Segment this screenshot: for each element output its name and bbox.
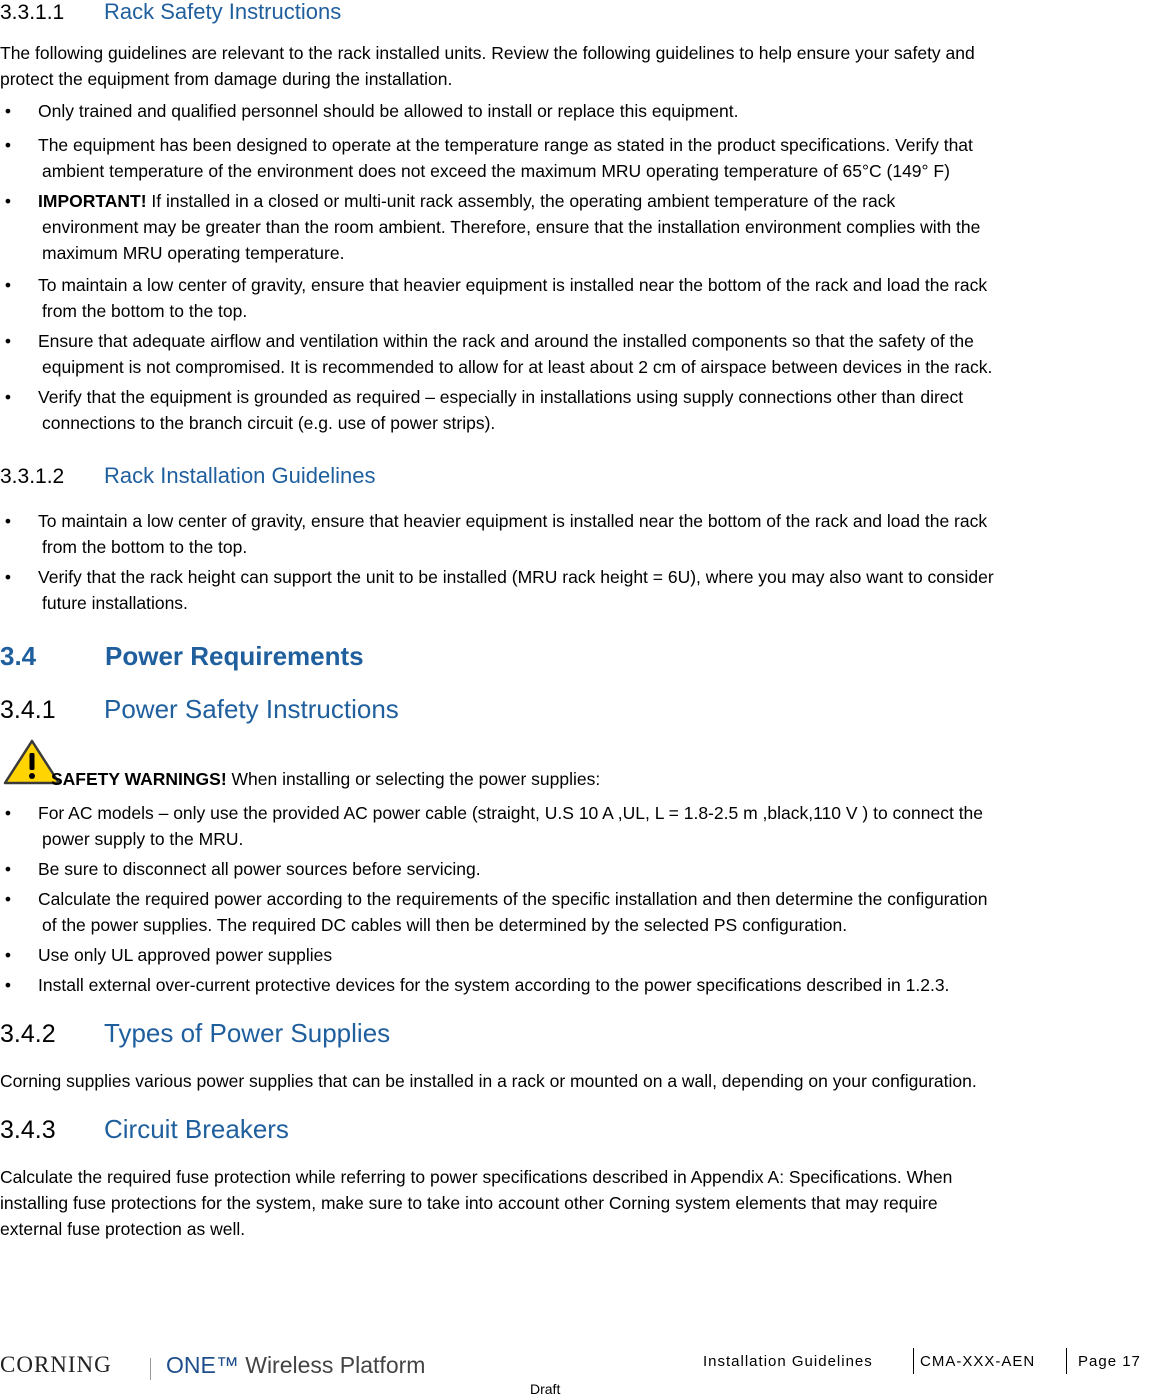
- bullet-marker: •: [4, 101, 12, 121]
- list-item-text: equipment is not compromised. It is recommended to allow for at least about 2 cm of airspace between devices in the rack.: [42, 357, 993, 377]
- one-logo-text: ONE™: [166, 1352, 239, 1378]
- list-item-text: Be sure to disconnect all power sources before servicing.: [38, 859, 481, 879]
- heading-title: Rack Safety Instructions: [104, 0, 342, 24]
- bullet-marker: •: [4, 387, 12, 407]
- list-item-text: Only trained and qualified personnel should be allowed to install or replace this equipment.: [38, 101, 739, 121]
- list-item-text: To maintain a low center of gravity, ensure that heavier equipment is installed near the bottom of the rack and load the rack: [38, 275, 988, 295]
- list-item-text: ambient temperature of the environment does not exceed the maximum MRU operating temperature of 65°C (149° F): [42, 161, 950, 181]
- bullet-marker: •: [4, 975, 12, 995]
- bullet-marker: •: [4, 889, 12, 909]
- list-item-text: connections to the branch circuit (e.g. use of power strips).: [42, 413, 496, 433]
- footer-section: Installation Guidelines: [703, 1353, 873, 1370]
- heading-number: 3.4.3: [0, 1116, 56, 1144]
- bullet-marker: •: [4, 191, 12, 211]
- heading-title: Circuit Breakers: [104, 1114, 289, 1144]
- heading-number: 3.3.1.2: [0, 465, 65, 488]
- heading-3-4-1: [0, 694, 399, 725]
- safety-warning-label: SAFETY WARNINGS!: [51, 769, 227, 789]
- list-item-text: from the bottom to the top.: [42, 537, 248, 557]
- important-label: IMPORTANT!: [38, 191, 147, 211]
- footer-draft-label: Draft: [530, 1381, 561, 1397]
- list-item-text: of the power supplies. The required DC cables will then be determined by the selected PS configuration.: [42, 915, 848, 935]
- heading-title: Rack Installation Guidelines: [104, 463, 376, 488]
- footer-doc-id: CMA-XXX-AEN: [920, 1353, 1036, 1370]
- paragraph-line: installing fuse protections for the system, make sure to take into account other Corning system elements that may require: [0, 1193, 938, 1213]
- intro-paragraph-line: The following guidelines are relevant to the rack installed units. Review the following guidelines to help ensure your safety and: [0, 43, 975, 63]
- intro-paragraph-line: protect the equipment from damage during the installation.: [0, 69, 453, 89]
- list-item-text: future installations.: [42, 593, 188, 613]
- bullet-marker: •: [4, 859, 12, 879]
- logo-divider: [150, 1358, 151, 1380]
- heading-3-3-1-2: [0, 462, 375, 491]
- heading-number: 3.4.2: [0, 1020, 56, 1048]
- heading-3-3-1-1: [0, 0, 341, 27]
- footer-logo: [0, 1352, 426, 1379]
- footer-divider: [913, 1348, 914, 1374]
- list-item-text: environment may be greater than the room ambient. Therefore, ensure that the installation environment complies with the: [42, 217, 981, 237]
- heading-3-4: [0, 640, 364, 672]
- bullet-marker: •: [4, 803, 12, 823]
- list-item-text: power supply to the MRU.: [42, 829, 244, 849]
- paragraph-line: Calculate the required fuse protection while referring to power specifications described in Appendix A: Specifications. When: [0, 1167, 953, 1187]
- wireless-platform-text: Wireless Platform: [238, 1352, 426, 1378]
- heading-number: 3.4.1: [0, 696, 56, 724]
- list-item-text: Ensure that adequate airflow and ventilation within the rack and around the installed components so that the safety of the: [38, 331, 974, 351]
- heading-title: Power Safety Instructions: [104, 694, 399, 724]
- heading-3-4-3: [0, 1114, 289, 1145]
- list-item-text: The equipment has been designed to operate at the temperature range as stated in the product specifications. Verify that: [38, 135, 973, 155]
- bullet-marker: •: [4, 567, 12, 587]
- list-item-text: Verify that the equipment is grounded as required – especially in installations using supply connections other than direct: [38, 387, 964, 407]
- list-item-text: from the bottom to the top.: [42, 301, 248, 321]
- heading-title: Power Requirements: [105, 641, 364, 671]
- footer-page-number: Page 17: [1078, 1353, 1141, 1370]
- list-item-text: To maintain a low center of gravity, ensure that heavier equipment is installed near the bottom of the rack and load the rack: [38, 511, 988, 531]
- heading-3-4-2: [0, 1018, 390, 1049]
- list-item-text: Install external over-current protective devices for the system according to the power specifications described in 1.2.3.: [38, 975, 950, 995]
- heading-number: 3.4: [0, 641, 37, 671]
- bullet-marker: •: [4, 945, 12, 965]
- paragraph-line: external fuse protection as well.: [0, 1219, 246, 1239]
- list-item-text: For AC models – only use the provided AC power cable (straight, U.S 10 A ,UL, L = 1.8-2.5 m ,black,110 V ) to connect the: [38, 803, 984, 823]
- list-item-text: Calculate the required power according to the requirements of the specific installation and then determine the configuration: [38, 889, 988, 909]
- list-item-text: Verify that the rack height can support the unit to be installed (MRU rack height = 6U), where you may also want to consider: [38, 567, 994, 587]
- safety-warning-text: When installing or selecting the power supplies:: [226, 769, 601, 789]
- footer-divider: [1066, 1348, 1067, 1374]
- paragraph: Corning supplies various power supplies that can be installed in a rack or mounted on a wall, depending on your configuration.: [0, 1071, 977, 1091]
- list-item-text: If installed in a closed or multi-unit rack assembly, the operating ambient temperature of the rack: [146, 191, 896, 211]
- list-item-text: maximum MRU operating temperature.: [42, 243, 345, 263]
- bullet-marker: •: [4, 135, 12, 155]
- heading-title: Types of Power Supplies: [104, 1018, 391, 1048]
- safety-warning-line: [51, 766, 600, 792]
- bullet-marker: •: [4, 331, 12, 351]
- corning-logo-text: CORNING: [0, 1352, 112, 1377]
- bullet-marker: •: [4, 511, 12, 531]
- bullet-marker: •: [4, 275, 12, 295]
- heading-number: 3.3.1.1: [0, 1, 65, 24]
- list-item-text: Use only UL approved power supplies: [38, 945, 333, 965]
